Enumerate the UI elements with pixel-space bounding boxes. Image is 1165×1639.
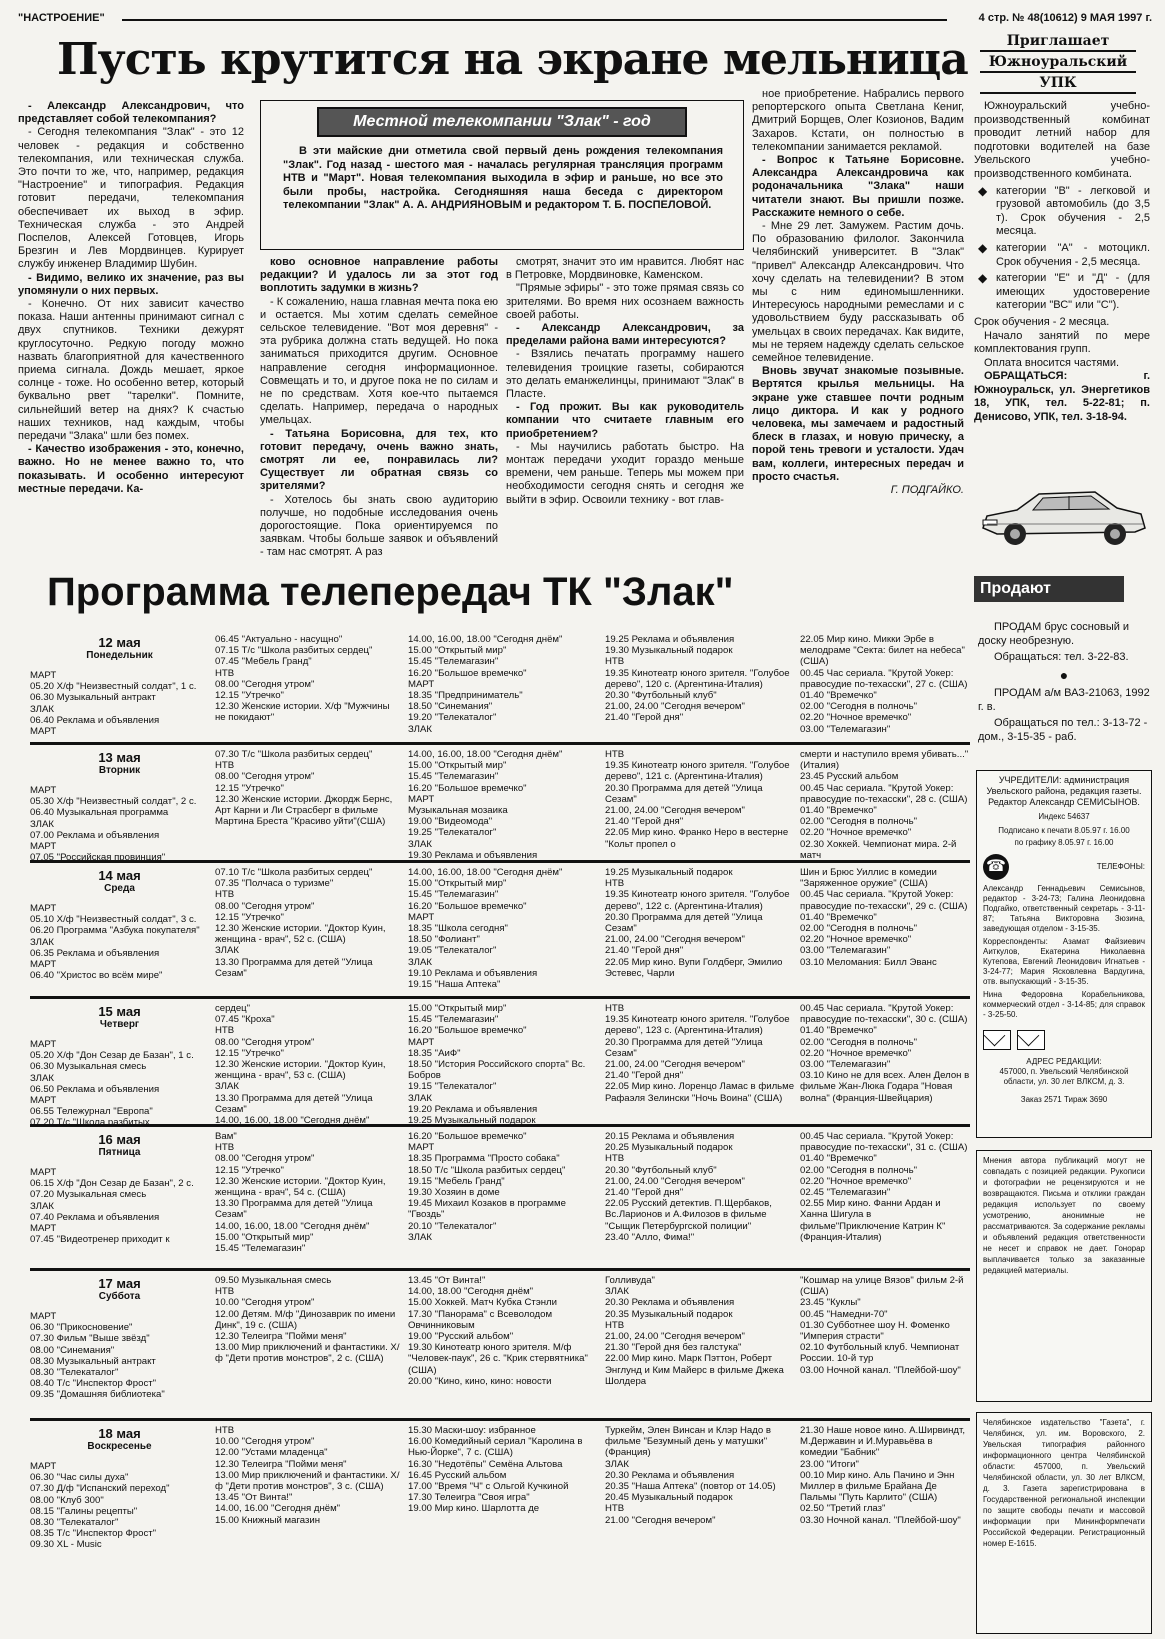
program-day-row bbox=[30, 742, 970, 864]
publisher-box bbox=[976, 1412, 1152, 1634]
ad-1: ПРОДАМ брус сосновый и доску необрезную. bbox=[978, 621, 1130, 647]
upk-category-b bbox=[974, 185, 1150, 239]
envelope-icon bbox=[983, 1030, 1011, 1050]
article-headline: Пусть крутится на экране мельница bbox=[57, 34, 968, 85]
program-listing-c0: МАРТ 06.30 "Прикосновение" 07.30 Фильм "Выше звёзд" 08.00 "Синемания" 08.30 Музыкальный антракт 08.30 "Телекаталог" 08.40 Т/с "Инспектор Фрост" 09.35 "Домашняя библиотека" bbox=[30, 1311, 165, 1401]
program-listing-c4: Шин и Брюс Уиллис в комедии "Заряженное оружие" (США) 00.45 Час сериала. "Крутой Уокер: правосудие по-техасски", 29 с. (США) 01.40 "Времечко" 02.00 "Сегодня в полночь" 02.20 "Ночное времечко" 03.00 "Телемагазин" 03.10 Меломания: Билл Эванс bbox=[800, 867, 968, 968]
ad-2-contact: Обращаться по тел.: 3-13-72 - дом., 3-15-35 - раб. bbox=[978, 717, 1148, 743]
program-listing-c0: МАРТ 05.20 Х/ф "Дон Сезар де Базан", 1 с. 06.30 Музыкальная смесь ЗЛАК 06.50 Реклама и объявления МАРТ 06.55 Тележурнал "Европа" 07.20 Т/с "Школа разбитых bbox=[30, 1039, 194, 1129]
program-day-header bbox=[72, 869, 167, 894]
program-day-header bbox=[72, 1427, 167, 1452]
publisher-info: Челябинское издательство "Газета", г. Челябинск, ул. им. Воровского, 2. Увельская типография районного информационного центра Челябинской области: 457000, п. Увельский Челябинской области, ул. 30 лет ВЛКСМ, д. 3. Газета зарегистрирована в Государственной региональной инспекции по защите свободы печати и массовой информации при Мининформпечати Российской Федерации. Регистрационный номер Е-1615. bbox=[983, 1418, 1145, 1548]
correspondents: Корреспонденты: Азамат Файзиевич Аиткулов, Екатерина Николаевна Кутепова, Евгений Леонидович Игнатьев - 3-24-77; Мария Ясковлевна Вардугина, отв. выпускающий - 3-15-35. bbox=[983, 937, 1145, 986]
article-paragraph: Вновь звучат знакомые позывные. Вертятся крылья мельницы. На экране уже ставшее почти родным лицо диктора. И как у родного человека, мы замечаем и радостный блеск в глазах, и новую прическу, а порой тень тревоги и усталости. Удач вам, коллеги, интересных передач и просто счастья. bbox=[752, 365, 964, 483]
article-paragraph: - Хотелось бы знать свою аудиторию получше, но подобные исследования очень дорогостоящие. Пока ориентируемся по заявкам. Чтобы больше заявок и объявлений - там нас смотрят. А раз bbox=[260, 493, 498, 559]
program-listing-c4: 22.05 Мир кино. Микки Эрбе в мелодраме "Секта: билет на небеса" (США) 00.45 Час сериала. "Крутой Уокер: правосудие по-техасски", 27 с. (США) 01.40 "Времечко" 02.00 "Сегодня в полночь" 02.20 "Ночное времечко" 03.00 "Телемагазин" bbox=[800, 634, 968, 735]
ads-heading: Продают bbox=[974, 576, 1124, 602]
upk-intro: Южноуральский учебно-производственный комбинат проводит летний набор для подготовки водителей на базе Увельского учебно-производственного комбината. bbox=[974, 100, 1150, 180]
phones-row bbox=[983, 854, 1145, 880]
commercial: Нина Федоровна Корабельникова, коммерческий отдел - 3-14-85; для справок - 3-25-50. bbox=[983, 990, 1145, 1019]
upk-title-line1: Приглашает bbox=[980, 32, 1136, 52]
article-column-3 bbox=[506, 256, 744, 507]
article-paragraph: - К сожалению, наша главная мечта пока ею и остается. Мы хотим сделать семейное сельское телевидение. "Вот моя деревня" - эта рубрика должна стать ведущей. Но пока заниматься приходится другим. Основное направление сегодня информационное. Совмещать и то, и другое пока не по силам и не по средствам. Хотя кое-что пытаемся сделать. Например, передача о народных умельцах. bbox=[260, 295, 498, 427]
program-day-header bbox=[72, 1133, 167, 1158]
program-listing-c2: 14.00, 16.00, 18.00 "Сегодня днём" 15.00 "Открытый мир" 15.45 "Телемагазин" 16.20 "Большое времечко" МАРТ Музыкальная мозаика 19.00 "Видеомода" 19.25 "Телекаталог" ЗЛАК 19.30 Реклама и объявления bbox=[408, 749, 563, 861]
ad-separator-icon: ● bbox=[1059, 667, 1069, 683]
issue-info: 4 стр. № 48(10612) 9 МАЯ 1997 г. bbox=[978, 12, 1152, 24]
program-listing-c0: МАРТ 06.30 "Час силы духа" 07.30 Д/ф "Испанский переход" 08.00 "Клуб 300" 08.15 "Галины рецепты" 08.30 "Телекаталог" 08.35 Т/с "Инспектор Фрост" 09.30 XL - Music bbox=[30, 1461, 170, 1551]
program-day-header bbox=[72, 636, 167, 661]
notes-box bbox=[976, 1150, 1152, 1402]
founders: УЧРЕДИТЕЛИ: администрация Увельского района, редакция газеты. Редактор Александр СЕМИСЫНОВ. bbox=[986, 775, 1142, 807]
program-listing-c4: 00.45 Час сериала. "Крутой Уокер: правосудие по-техасски", 30 с. (США) 01.40 "Времечко" 02.00 "Сегодня в полночь" 02.20 "Ночное времечко" 03.00 "Телемагазин" 03.10 Кино не для всех. Ален Делон в фильме Жан-Люка Годара "Новая волна" (Франция-Швейцария) bbox=[800, 1003, 970, 1104]
article-paragraph: - Мне 29 лет. Замужем. Растим дочь. По образованию филолог. Закончила Челябинский университет. В "Злак" "привел" Александр Александрович. Что хочу сделать на телевидении? В этом мы с ним единомышленники. Интересуюсь народными ремеслами и с удовольствием буду рассказывать об умельцах в своих передачах. Как видите, мы не теряем надежду сделать сельское семейное телевидение. bbox=[752, 220, 964, 365]
program-weekday: Понедельник bbox=[86, 650, 153, 661]
article-paragraph: ное приобретение. Набрались первого репортерского опыта Светлана Кениг, Дмитрий Борщев, Олег Козионов, Вадим Захаров. Кстати, он полностью в телекомпании занимается рекламой. bbox=[752, 88, 964, 153]
article-paragraph: - Вопрос к Татьяне Борисовне. Александра Александровича как родоначальника "Злака" наши читатели знают. Вы пришли позже. Расскажите немного о себе. bbox=[752, 154, 964, 219]
program-listing-c0: МАРТ 05.20 Х/ф "Неизвестный солдат", 1 с. 06.30 Музыкальный антракт ЗЛАК 06.40 Реклама и объявления МАРТ bbox=[30, 670, 197, 738]
program-listing-c4: 21.30 Наше новое кино. А.Ширвиндт, М.Державин и И.Муравьёва в комедии "Бабник" 23.00 "Итоги" 00.10 Мир кино. Аль Пачино и Энн Миллер в фильме Брайана Де Пальмы "Путь Карлито" (США) 02.50 "Третий глаз" 03.30 Ночной канал. "Плейбой-шоу" bbox=[800, 1425, 966, 1526]
article-lead-box bbox=[260, 100, 744, 250]
order-info: Заказ 2571 Тираж 3690 bbox=[1020, 1095, 1108, 1104]
program-listing-c3: Голливуда" ЗЛАК 20.30 Реклама и объявления 20.35 Музыкальный подарок НТВ 21.00, 24.00 "Сегодня вечером" 21.30 "Герой дня без галстука" 22.00 Мир кино. Марк Пэттон, Роберт Энглунд и Ким Майерс в фильме Джека Шолдера bbox=[605, 1275, 784, 1387]
program-day-row bbox=[30, 1124, 970, 1268]
program-date: 14 мая bbox=[98, 868, 141, 883]
upk-category-b-text: категории "В" - легковой и грузовой автомобиль (до 3,5 т). Срок обучения - 2,5 месяца. bbox=[996, 184, 1150, 238]
program-listing-c2: 16.20 "Большое времечко" МАРТ 18.35 Программа "Просто собака" 18.50 Т/с "Школа разбитых сердец" 19.15 "Мебель Гранд" 19.30 Хозяин в доме 19.45 Михаил Козаков в программе "Гвоздь" 20.10 "Телекаталог" ЗЛАК bbox=[408, 1131, 566, 1243]
program-listing-c2: 14.00, 16.00, 18.00 "Сегодня днём" 15.00 "Открытый мир" 15.45 "Телемагазин" 16.20 "Большое времечко" МАРТ 18.35 "Школа сегодня" 18.50 "Фолиант" 19.05 "Телекаталог" ЗЛАК 19.10 Реклама и объявления 19.15 "Наша Аптека" bbox=[408, 867, 563, 991]
tv-program-grid bbox=[30, 630, 970, 1632]
article-paragraph: - Александр Александрович, что представляет собой телекомпания? bbox=[18, 100, 244, 126]
upk-category-list bbox=[974, 185, 1150, 313]
program-listing-c2: 13.45 "От Винта!" 14.00, 18.00 "Сегодня днём" 15.00 Хоккей. Матч Кубка Стэнли 17.30 "Панорама" с Всеволодом Овчинниковым 19.00 "Русский альбом" 19.30 Кинотеатр юного зрителя. М/ф "Человек-паук", 26 с. "Крик стервятника" (США) 20.00 "Кино, кино, кино: новости bbox=[408, 1275, 588, 1387]
program-day-row bbox=[30, 1418, 970, 1632]
classified-ads bbox=[978, 620, 1150, 746]
program-day-header bbox=[72, 1277, 167, 1302]
upk-category-ed-text: категории "Е" и "Д" - (для имеющих удостоверение категории "ВС" или "С"). bbox=[996, 272, 1150, 312]
editorial-notes: Мнения автора публикаций могут не совпадать с позицией редакции. Рукописи и фотографии не рецензируются и не возвращаются. Письма и отклики граждан редакция использует по своему усмотрению, анонимные не рассматриваются. За содержание рекламы и объявлений редакция ответственности не несет и справок не дает. Гонорар выплачивается только за заказанные редакцией материалы. bbox=[983, 1156, 1145, 1275]
program-listing-c0: МАРТ 06.15 Х/ф "Дон Сезар де Базан", 2 с. 07.20 Музыкальная смесь ЗЛАК 07.40 Реклама и объявления МАРТ 07.45 "Видеотренер приходит к bbox=[30, 1167, 194, 1246]
lead-paragraph: В эти майские дни отметила свой первый день рождения телекомпания "Злак". Год назад - шестого мая - началась регулярная трансляция программ НТВ и "Март". Новая телекомпания выходила в эфир и раньше, но все это были пробы, настройка. Сегодняшняя наша беседа с директором телекомпании "Злак" А. А. АНДРИЯНОВЫМ и редактором Т. Б. ПОСПЕЛОВОЙ. bbox=[283, 145, 723, 211]
program-day-header bbox=[72, 751, 167, 776]
schedule: по графику 8.05.97 г. 16.00 bbox=[1014, 838, 1114, 847]
program-listing-c2: 15.00 "Открытый мир" 15.45 "Телемагазин" 16.20 "Большое времечко" МАРТ 18.35 "АиФ" 18.50 "История Российского спорта" Вс. Бобров 19.15 "Телекаталог" ЗЛАК 19.20 Реклама и объявления 19.25 Музыкальный подарок bbox=[408, 1003, 586, 1127]
header-rule bbox=[122, 19, 947, 21]
article-signature: Г. ПОДГАЙКО. bbox=[890, 484, 964, 497]
signed: Подписано к печати 8.05.97 г. 16.00 bbox=[998, 826, 1130, 835]
program-listing-c3: Туркейм, Элен Винсан и Клэр Надо в фильме "Безумный день у матушки" (Франция) ЗЛАК 20.30 Реклама и объявления 20.35 "Наша Аптека" (повтор от 14.05) 20.45 Музыкальный подарок НТВ 21.00 "Сегодня вечером" bbox=[605, 1425, 776, 1526]
program-listing-c1: НТВ 10.00 "Сегодня утром" 12.00 "Устами младенца" 12.30 Телеигра "Пойми меня" 13.00 Мир приключений и фантастики. Х/ф "Дети против монстров", 3 с. (США) 13.45 "От Винта!" 14.00, 16.00 "Сегодня днём" 15.00 Книжный магазин bbox=[215, 1425, 400, 1526]
program-listing-c0: МАРТ 05.10 Х/ф "Неизвестный солдат", 3 с. 06.20 Программа "Азбука покупателя" ЗЛАК 06.35 Реклама и объявления МАРТ 06.40 "Христос во всём мире" bbox=[30, 903, 200, 982]
article-paragraph: - Видимо, велико их значение, раз вы упомянули о них первых. bbox=[18, 271, 244, 297]
program-weekday: Среда bbox=[104, 883, 135, 894]
program-weekday: Вторник bbox=[98, 765, 141, 776]
program-date: 17 мая bbox=[98, 1276, 141, 1291]
program-day-row bbox=[30, 860, 970, 996]
article-paragraph: смотрят, значит это им нравится. Любят нас в Петровке, Мордвиновке, Каменском. bbox=[506, 256, 744, 282]
program-listing-c2: 14.00, 16.00, 18.00 "Сегодня днём" 15.00 "Открытый мир" 15.45 "Телемагазин" 16.20 "Большое времечко" МАРТ 18.35 "Предприниматель" 18.50 "Синемания" 19.20 "Телекаталог" ЗЛАК bbox=[408, 634, 563, 735]
article-paragraph: - Мы научились работать быстро. На монтаж передачи уходит гораздо меньше времени, чем раньше. Теперь мы можем при необходимости сегодня снять и сегодня же выйти в эфир. Освоили технику - вот глав- bbox=[506, 440, 744, 506]
upk-title-line3: УПК bbox=[980, 74, 1136, 94]
program-day-header bbox=[72, 1005, 167, 1030]
newspaper-page bbox=[12, 8, 1152, 1633]
program-date: 16 мая bbox=[98, 1132, 141, 1147]
program-listing-c1: 06.45 "Актуально - насущно" 07.15 Т/с "Школа разбитых сердец" 07.45 "Мебель Гранд" НТВ 08.00 "Сегодня утром" 12.15 "Утречко" 12.30 Женские истории. Х/ф "Мужчины не покидают" bbox=[215, 634, 390, 724]
upk-duration: Срок обучения - 2 месяца. bbox=[974, 315, 1110, 328]
program-listing-c3: 19.25 Музыкальный подарок НТВ 19.35 Кинотеатр юного зрителя. "Голубое дерево", 122 с. (Аргентина-Италия) 20.30 Программа для детей "Улица Сезам" 21.00, 24.00 "Сегодня вечером" 21.40 "Герой дня" 22.05 Мир кино. Вупи Голдберг, Эмилио Эстевес, Чарли bbox=[605, 867, 790, 979]
address-label: АДРЕС РЕДАКЦИИ: bbox=[1026, 1057, 1102, 1066]
paper-name: "НАСТРОЕНИЕ" bbox=[18, 12, 105, 24]
upk-title-line2: Южноуральский bbox=[980, 53, 1136, 73]
article-paragraph: - Год прожит. Вы как руководитель компании что считаете главным его приобретением? bbox=[506, 401, 744, 440]
phones: Александр Геннадьевич Семисынов, редактор - 3-24-73; Галина Леонидовна Подгайко, ответственный секретарь - 3-11-87; Татьяна Викторовна Зюзина, заведующая отделом - 3-15-35. bbox=[983, 884, 1145, 933]
program-date: 15 мая bbox=[98, 1004, 141, 1019]
upk-category-a bbox=[974, 242, 1150, 269]
article-column-1 bbox=[18, 100, 244, 496]
program-listing-c3: НТВ 19.35 Кинотеатр юного зрителя. "Голубое дерево", 121 с. (Аргентина-Италия) 20.30 Программа для детей "Улица Сезам" 21.00, 24.00 "Сегодня вечером" 21.40 "Герой дня" 22.05 Мир кино. Франко Неро в вестерне "Кольт пропел о bbox=[605, 749, 790, 850]
program-weekday: Пятница bbox=[98, 1147, 141, 1158]
program-listing-c1: Вам" НТВ 08.00 "Сегодня утром" 12.15 "Утречко" 12.30 Женские истории. "Доктор Куин, женщина - врач", 54 с. (США) 13.30 Программа для детей "Улица Сезам" 14.00, 16.00, 18.00 "Сегодня днём" 15.00 "Открытый мир" 15.45 "Телемагазин" bbox=[215, 1131, 386, 1255]
program-day-row bbox=[30, 630, 970, 742]
program-listing-c1: 09.50 Музыкальная смесь НТВ 10.00 "Сегодня утром" 12.00 Детям. М/ф "Динозаврик по имени Динк", 19 с. (США) 12.30 Телеигра "Пойми меня" 13.00 Мир приключений и фантастики. Х/ф "Дети против монстров", 2 с. (США) bbox=[215, 1275, 400, 1365]
upk-category-ed bbox=[974, 272, 1150, 313]
program-date: 13 мая bbox=[98, 750, 141, 765]
program-listing-c1: 07.10 Т/с "Школа разбитых сердец" 07.35 "Полчаса о туризме" НТВ 08.00 "Сегодня утром" 12.15 "Утречко" 12.30 Женские истории. "Доктор Куин, женщина - врач", 52 с. (США) ЗЛАК 13.30 Программа для детей "Улица Сезам" bbox=[215, 867, 386, 979]
program-date: 18 мая bbox=[98, 1426, 141, 1441]
address-row bbox=[983, 1030, 1145, 1053]
program-weekday: Суббота bbox=[98, 1291, 141, 1302]
program-listing-c4: "Кошмар на улице Вязов" фильм 2-й (США) 23.45 "Куклы" 00.45 "Намедни-70" 01.30 Субботнее шоу Н. Фоменко "Империя страсти" 02.10 Футбольный клуб. Чемпионат России. 10-й тур 03.00 Ночной канал. "Плейбой-шоу" bbox=[800, 1275, 964, 1376]
ad-2: ПРОДАМ а/м ВАЗ-21063, 1992 г. в. bbox=[978, 687, 1150, 713]
imprint-box bbox=[976, 770, 1152, 1138]
article-column-4 bbox=[752, 88, 964, 497]
upk-ad bbox=[974, 100, 1150, 425]
telephone-icon: ☎ bbox=[983, 854, 1009, 880]
program-weekday: Четверг bbox=[99, 1019, 140, 1030]
program-listing-c1: сердец" 07.45 "Кроха" НТВ 08.00 "Сегодня утром" 12.15 "Утречко" 12.30 Женские истории. "Доктор Куин, женщина - врач", 53 с. (США) ЗЛАК 13.30 Программа для детей "Улица Сезам" 14.00, 16.00, 18.00 "Сегодня днём" bbox=[215, 1003, 386, 1127]
article-paragraph: - Александр Александрович, за пределами района вами интересуются? bbox=[506, 322, 744, 348]
index: Индекс 54637 bbox=[1038, 812, 1090, 821]
article-paragraph: - Конечно. От них зависит качество показа. Наши антенны принимают сигнал с двух спутников. Техники дежурят круглосуточно. Редкую погоду можно назвать благоприятной для качественного приема сигнала. Дождь мешает, яркое солнце - тоже. Но особенно ветер, который буквально рвет "тарелки". Помните, сильнейший ветер на днях? К счастью наших техников, над каждым, чтобы передачи "Злака" шли без помех. bbox=[18, 298, 244, 443]
upk-start: Начало занятий по мере комплектования групп. bbox=[974, 329, 1150, 356]
envelope-icon-2 bbox=[1017, 1030, 1045, 1050]
program-title: Программа телепередач ТК "Злак" bbox=[47, 570, 734, 614]
article-paragraph: - Качество изображения - это, конечно, важно. Но не менее важно то, что показывать. И особенно интересуют местные передачи. Ка- bbox=[18, 443, 244, 495]
address: 457000, п. Увельский Челябинской области, ул. 30 лет ВЛКСМ, д. 3. bbox=[999, 1067, 1129, 1086]
upk-category-a-text: категории "А" - мотоцикл. Срок обучения - 2,5 месяца. bbox=[996, 241, 1150, 268]
program-listing-c3: 19.25 Реклама и объявления 19.30 Музыкальный подарок НТВ 19.35 Кинотеатр юного зрителя. "Голубое дерево", 120 с. (Аргентина-Италия) 20.30 "Футбольный клуб" 21.00, 24.00 "Сегодня вечером" 21.40 "Герой дня" bbox=[605, 634, 790, 724]
program-weekday: Воскресенье bbox=[87, 1441, 152, 1452]
ad-1-contact: Обращаться: тел. 3-22-83. bbox=[994, 651, 1129, 663]
program-listing-c2: 15.30 Маски-шоу: избранное 16.00 Комедийный сериал "Каролина в Нью-Йорке", 7 с. (США) 16.30 "Недотёпы" Семёна Альтова 16.45 Русский альбом 17.00 "Время "Ч" с Ольгой Кучкиной 17.30 Телеигра "Своя игра" 19.00 Мир кино. Шарлотта де bbox=[408, 1425, 583, 1515]
phones-label: ТЕЛЕФОНЫ: bbox=[1096, 862, 1145, 871]
program-listing-c3: 20.15 Реклама и объявления 20.25 Музыкальный подарок НТВ 20.30 "Футбольный клуб" 21.00, 24.00 "Сегодня вечером" 21.40 "Герой дня" 22.05 Русский детектив. П.Щербаков, Вс.Ларионов и А.Филозов в фильме "Сыщик Петербургской полиции" 23.40 "Алло, Фима!" bbox=[605, 1131, 772, 1243]
program-listing-c0: МАРТ 05.30 Х/ф "Неизвестный солдат", 2 с. 06.40 Музыкальная программа ЗЛАК 07.00 Реклама и объявления МАРТ 07.05 "Российская провинция" bbox=[30, 785, 197, 864]
program-listing-c4: 00.45 Час сериала. "Крутой Уокер: правосудие по-техасски", 31 с. (США) 01.40 "Времечко" 02.00 "Сегодня в полночь" 02.20 "Ночное времечко" 02.45 "Телемагазин" 02.55 Мир кино. Фанни Ардан и Ханна Шигула в фильме"Приключение Катрин К"(Франция-Италия) bbox=[800, 1131, 968, 1243]
upk-payment: Оплата вносится частями. bbox=[984, 356, 1120, 369]
program-date: 12 мая bbox=[98, 635, 141, 650]
article-paragraph: - Взялись печатать программу нашего телевидения троицкие газеты, собираются это делать еманжелинцы, принимают "Злак" в Пласте. bbox=[506, 348, 744, 401]
upk-contact: ОБРАЩАТЬСЯ: г. Южноуральск, ул. Энергетиков 18, УПК, тел. 5-22-81; п. Денисово, УПК, тел. 3-18-94. bbox=[974, 370, 1150, 424]
article-paragraph: - Татьяна Борисовна, для тех, кто готовит передачу, очень важно знать, смотрят ли ее, понравилась ли? Существует ли обратная связь со зрителями? bbox=[260, 427, 498, 493]
program-listing-c3: НТВ 19.35 Кинотеатр юного зрителя. "Голубое дерево", 123 с. (Аргентина-Италия) 20.30 Программа для детей "Улица Сезам" 21.00, 24.00 "Сегодня вечером" 21.40 "Герой дня" 22.05 Мир кино. Лоренцо Ламас в фильме Рафаэля Зелински "Ночь Воина" (США) bbox=[605, 1003, 795, 1104]
program-day-row bbox=[30, 996, 970, 1129]
article-column-2 bbox=[260, 256, 498, 560]
article-paragraph: "Прямые эфиры" - это тоже прямая связь со зрителями. Во время них осознаем важность своей работы. bbox=[506, 282, 744, 321]
upk-title bbox=[970, 32, 1146, 95]
car-illustration bbox=[977, 476, 1149, 554]
program-listing-c1: 07.30 Т/с "Школа разбитых сердец" НТВ 08.00 "Сегодня утром" 12.15 "Утречко" 12.30 Женские истории. Джордж Бернс, Арт Карни и Ли Страсберг в фильме Мартина Бреста "Красиво уйти"(США) bbox=[215, 749, 393, 828]
program-listing-c4: смерти и наступило время убивать..." (Италия) 23.45 Русский альбом 00.45 Час сериала. "Крутой Уокер: правосудие по-техасски", 28 с. (США) 01.40 "Времечко" 02.00 "Сегодня в полночь" 02.20 "Ночное времечко" 02.30 Хоккей. Чемпионат мира. 2-й матч bbox=[800, 749, 969, 861]
program-day-row bbox=[30, 1268, 970, 1418]
article-paragraph: - Сегодня телекомпания "Злак" - это 12 человек - редакция и собственно телекомпания, или техническая служба. Это почти то же, что, например, редакция "Настроение" и типография. Редакция готовит передачи, телекомпания обеспечивает их выход в эфир. Техническая служба - это Андрей Поспелов, Алексей Готовцев, Игорь Брезгин и Лев Мордвинцев. Курирует службу инженер Владимир Шубин. bbox=[18, 126, 244, 271]
article-paragraph: ково основное направление работы редакции? И удалось ли за этот год воплотить задумки в жизнь? bbox=[260, 256, 498, 295]
lead-box-title: Местной телекомпании "Злак" - год bbox=[317, 107, 687, 137]
running-header bbox=[12, 12, 1152, 28]
